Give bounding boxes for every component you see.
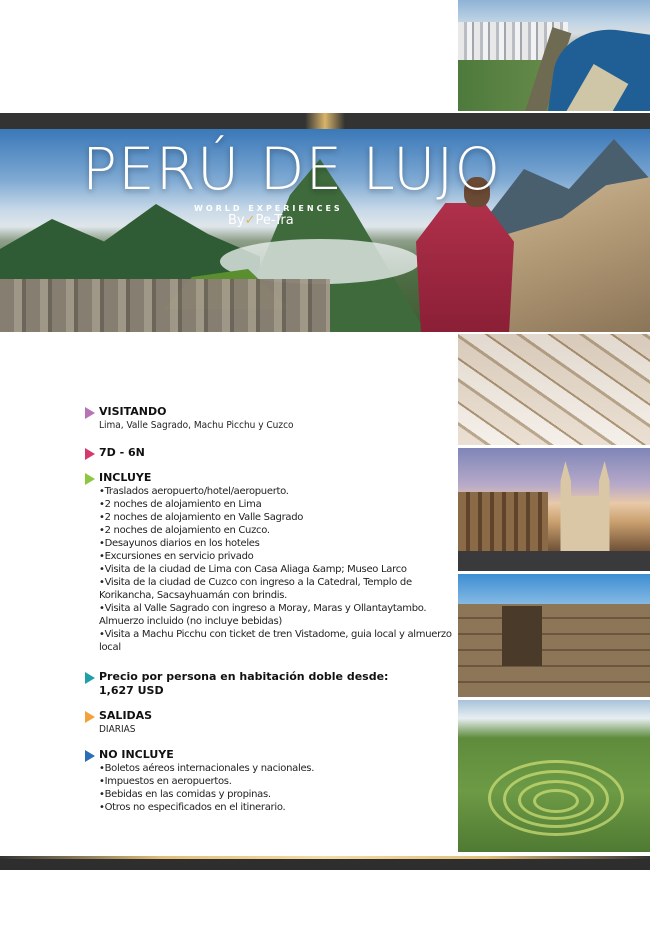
incluye-list <box>99 485 455 654</box>
no-incluye-list <box>99 762 455 814</box>
lima-plaza-photo <box>458 448 650 571</box>
salidas-text: DIARIAS <box>99 724 136 735</box>
list-item: •Visita a Machu Picchu con ticket de tren Vistadome, guia local y almuerzo local <box>99 629 452 653</box>
moray-terraces-photo <box>458 700 650 852</box>
bullet-arrow-icon <box>85 407 95 419</box>
list-item: •Boletos aéreos internacionales y nacionales. <box>99 763 315 774</box>
maras-salt-ponds-photo <box>458 334 650 445</box>
bullet-arrow-icon <box>85 672 95 684</box>
price-heading: Precio por persona en habitación doble desde: <box>99 670 389 683</box>
duration-heading: 7D - 6N <box>99 446 145 459</box>
list-item: •Impuestos en aeropuertos. <box>99 776 232 787</box>
bullet-arrow-icon <box>85 711 95 723</box>
bullet-arrow-icon <box>85 750 95 762</box>
section-precio <box>85 670 455 698</box>
bottom-divider-bar <box>0 856 650 870</box>
banner-machu-picchu <box>0 129 650 332</box>
byline-name: Pe-Tra <box>255 213 294 228</box>
brand-logo-text: WORLD EXPERIENCES <box>194 204 343 213</box>
section-salidas <box>85 709 455 736</box>
section-incluye <box>85 471 455 654</box>
cusco-ruins-photo <box>458 574 650 697</box>
banner-title: PERÚ DE LUJO <box>82 135 502 203</box>
visitando-heading: VISITANDO <box>99 405 167 418</box>
visitando-text: Lima, Valle Sagrado, Machu Picchu y Cuzco <box>99 420 294 431</box>
no-incluye-heading: NO INCLUYE <box>99 748 174 761</box>
section-duracion <box>85 446 455 460</box>
list-item: •Visita de la ciudad de Lima con Casa Aliaga &amp; Museo Larco <box>99 564 407 575</box>
list-item: •Bebidas en las comidas y propinas. <box>99 789 271 800</box>
lima-coast-photo <box>458 0 650 111</box>
list-item: •Visita al Valle Sagrado con ingreso a Moray, Maras y Ollantaytambo. Almuerzo incluido (no incluye bebidas) <box>99 603 427 627</box>
brand-byline: By✓Pe-Tra <box>228 213 294 228</box>
section-no-incluye <box>85 748 455 814</box>
bullet-arrow-icon <box>85 448 95 460</box>
list-item: •2 noches de alojamiento en Lima <box>99 499 262 510</box>
bullet-arrow-icon <box>85 473 95 485</box>
list-item: •2 noches de alojamiento en Cuzco. <box>99 525 270 536</box>
incluye-heading: INCLUYE <box>99 471 152 484</box>
price-value: 1,627 USD <box>99 684 164 697</box>
list-item: •2 noches de alojamiento en Valle Sagrado <box>99 512 304 523</box>
byline-prefix: By <box>228 213 245 228</box>
section-visitando <box>85 405 455 432</box>
list-item: •Excursiones en servicio privado <box>99 551 254 562</box>
list-item: •Otros no especificados en el itinerario. <box>99 802 286 813</box>
salidas-heading: SALIDAS <box>99 709 153 722</box>
list-item: •Visita de la ciudad de Cuzco con ingreso a la Catedral, Templo de Korikancha, Sacsayhuamán con brindis. <box>99 577 412 601</box>
list-item: •Traslados aeropuerto/hotel/aeropuerto. <box>99 486 289 497</box>
top-divider-bar <box>0 113 650 129</box>
list-item: •Desayunos diarios en los hoteles <box>99 538 260 549</box>
